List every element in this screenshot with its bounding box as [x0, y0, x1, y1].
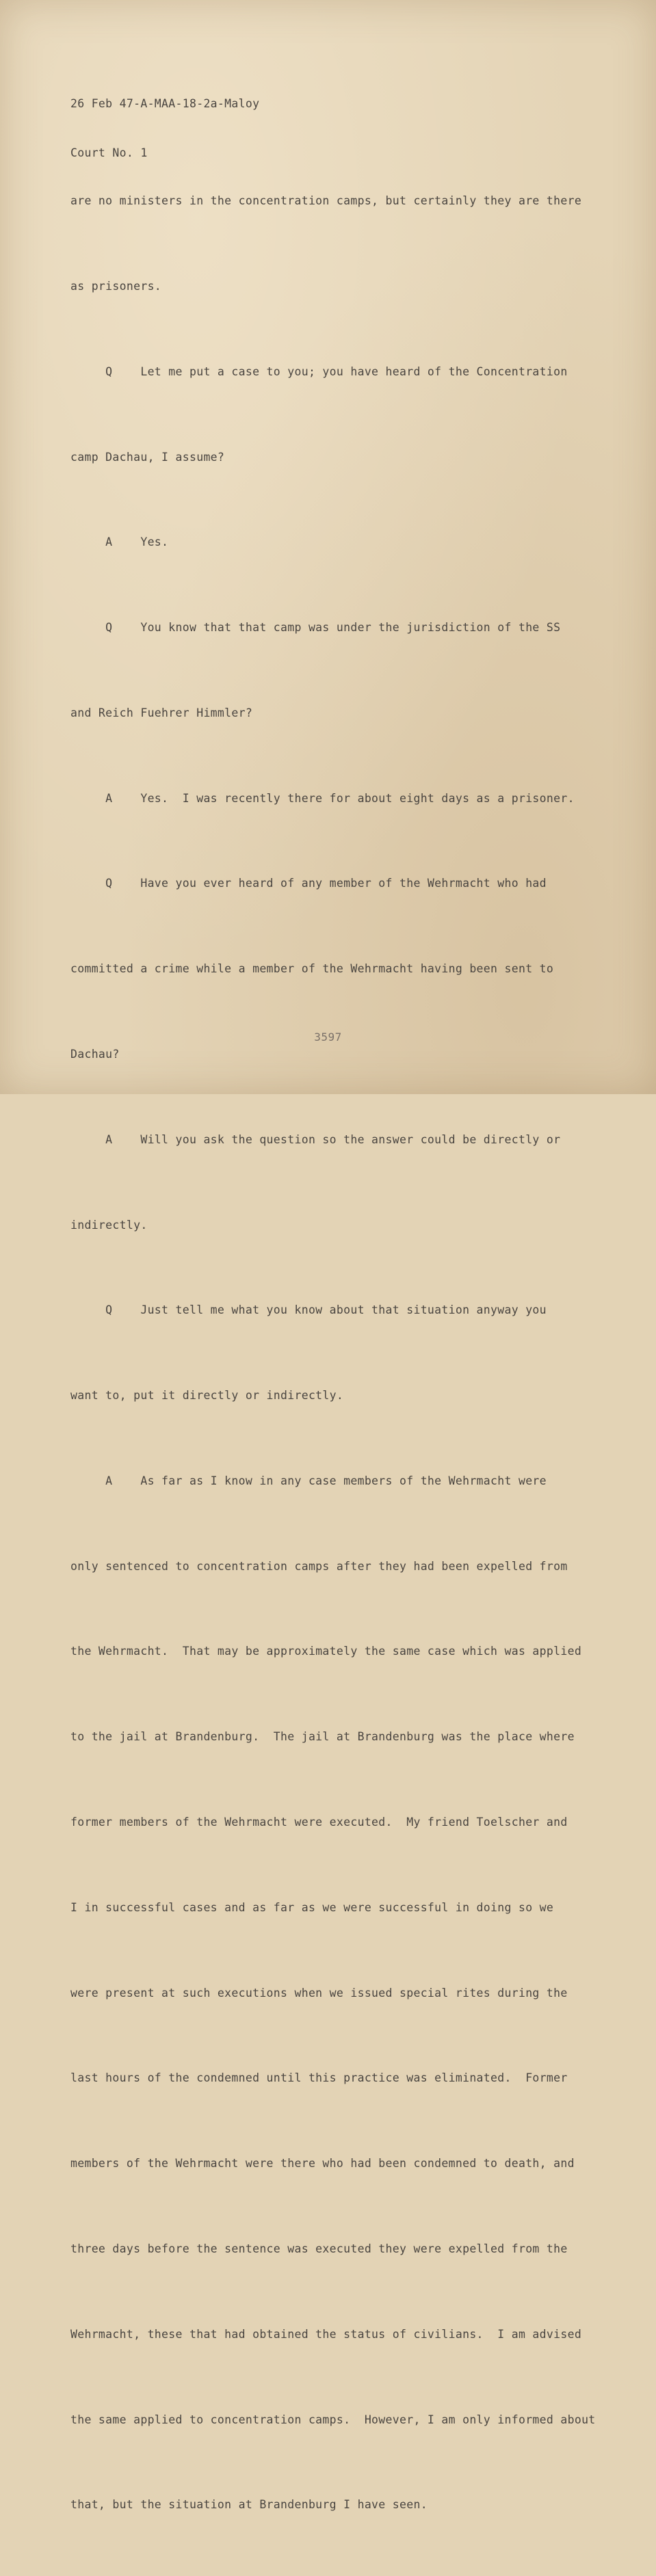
page-number: 3597: [314, 1031, 342, 1044]
text-line: last hours of the condemned until this practice was eliminated. Former: [70, 2071, 568, 2085]
text-line: to the jail at Brandenburg. The jail at Brandenburg was the place where: [70, 1730, 575, 1744]
text-line: the same applied to concentration camps. However, I am only informed about: [70, 2413, 596, 2426]
text-line: and Reich Fuehrer Himmler?: [70, 706, 253, 719]
text-line: Q Just tell me what you know about that situation anyway you: [70, 1303, 547, 1317]
text-line: I in successful cases and as far as we were successful in doing so we: [70, 1900, 554, 1914]
text-line: Q You know that that camp was under the jurisdiction of the SS: [70, 621, 561, 635]
text-line: A Will you ask the question so the answer could be directly or: [70, 1132, 561, 1146]
text-line: A As far as I know in any case members of the Wehrmacht were: [70, 1474, 547, 1487]
text-line: Wehrmacht, these that had obtained the status of civilians. I am advised: [70, 2327, 582, 2341]
text-line: that, but the situation at Brandenburg I have seen.: [70, 2498, 428, 2512]
text-line: are no ministers in the concentration camps, but certainly they are there: [70, 194, 582, 208]
text-line: Dachau?: [70, 1048, 120, 1061]
text-line: indirectly.: [70, 1218, 148, 1232]
text-line: A Yes. I was recently there for about eight days as a prisoner.: [70, 791, 575, 805]
text-line: three days before the sentence was executed they were expelled from the: [70, 2242, 568, 2255]
text-line: were present at such executions when we issued special rites during the: [70, 1986, 568, 2000]
text-line: Q Have you ever heard of any member of the Wehrmacht who had: [70, 877, 547, 890]
text-line: Q Let me put a case to you; you have heard of the Concentration: [70, 364, 568, 378]
text-line: want to, put it directly or indirectly.: [70, 1389, 344, 1403]
text-line: only sentenced to concentration camps after they had been expelled from: [70, 1559, 568, 1573]
header-case-reference: 26 Feb 47-A-MAA-18-2a-Maloy: [70, 97, 260, 110]
text-line: former members of the Wehrmacht were executed. My friend Toelscher and: [70, 1816, 568, 1829]
text-line: camp Dachau, I assume?: [70, 450, 225, 464]
text-line: committed a crime while a member of the Wehrmacht having been sent to: [70, 962, 554, 976]
text-line: A Yes.: [70, 535, 169, 549]
testimony-text: [70, 130, 596, 2576]
text-line: the Wehrmacht. That may be approximately the same case which was applied: [70, 1645, 582, 1658]
text-line: members of the Wehrmacht were there who had been condemned to death, and: [70, 2157, 575, 2170]
text-line: as prisoners.: [70, 279, 162, 293]
header-court-number: Court No. 1: [70, 146, 148, 159]
